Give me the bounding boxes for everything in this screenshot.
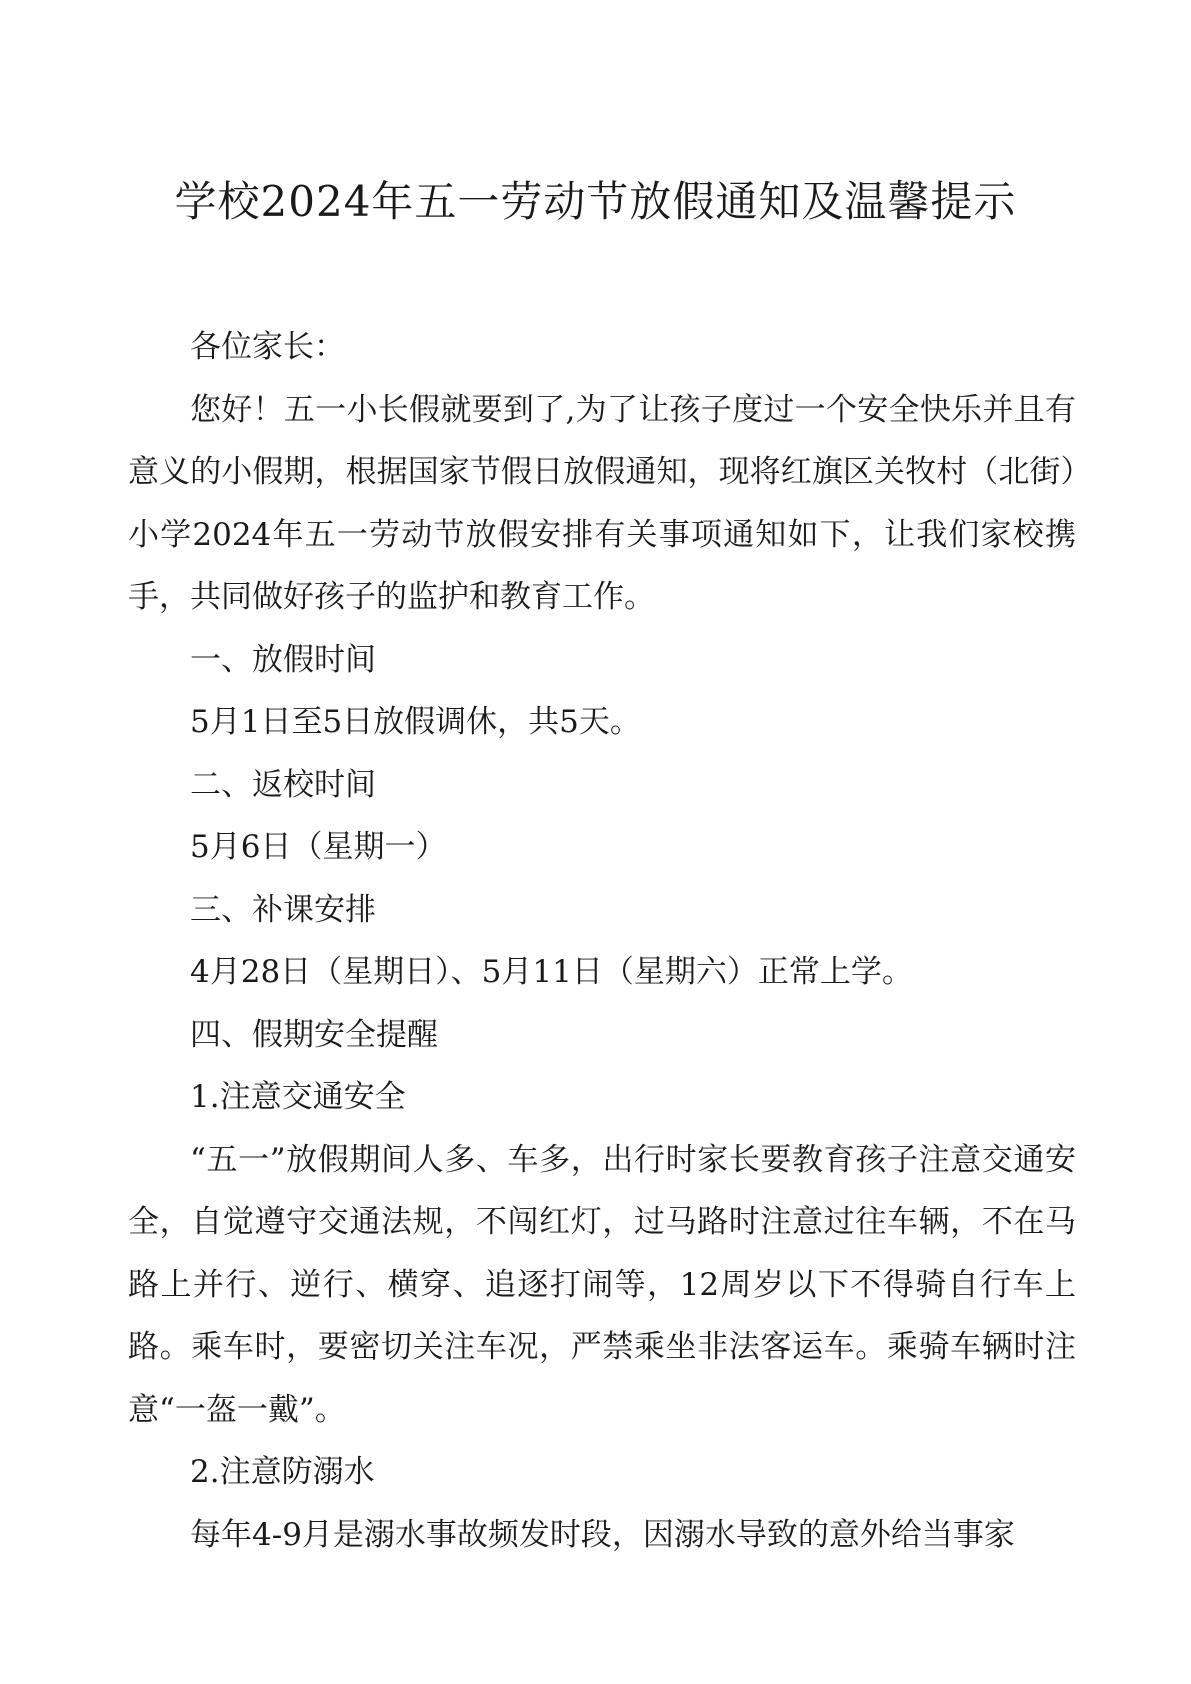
subheading-drowning-prevention: 2.注意防溺水 bbox=[190, 1454, 375, 1490]
subheading-traffic-safety: 1.注意交通安全 bbox=[190, 1079, 406, 1115]
heading-holiday-time: 一、放假时间 bbox=[190, 641, 376, 678]
paragraph-makeup-classes: 4月28日（星期日）、5月11日（星期六）正常上学。 bbox=[190, 954, 913, 990]
heading-makeup-classes: 三、补课安排 bbox=[190, 891, 376, 928]
salutation: 各位家长： bbox=[190, 329, 345, 365]
paragraph-return-time: 5月6日（星期一） bbox=[190, 829, 447, 865]
paragraph-drowning-prevention: 每年4-9月是溺水事故频发时段，因溺水导致的意外给当事家 bbox=[190, 1516, 1015, 1553]
heading-return-time: 二、返校时间 bbox=[190, 766, 376, 803]
document-body bbox=[128, 316, 1076, 1566]
paragraph-greeting: 您好！五一小长假就要到了,为了让孩子度过一个安全快乐并且有意义的小假期，根据国家节假日放假通知，现将红旗区关牧村（北街）小学2024年五一劳动节放假安排有关事项通知如下，让我们家校携手，共同做好孩子的监护和教育工作。 bbox=[128, 391, 1076, 615]
document-title: 学校2024年五一劳动节放假通知及温馨提示 bbox=[174, 177, 1017, 226]
heading-safety-reminders: 四、假期安全提醒 bbox=[190, 1016, 438, 1053]
paragraph-holiday-time: 5月1日至5日放假调休，共5天。 bbox=[190, 704, 641, 740]
paragraph-traffic-safety: “五一”放假期间人多、车多，出行时家长要教育孩子注意交通安全，自觉遵守交通法规，不闯红灯，过马路时注意过往车辆，不在马路上并行、逆行、横穿、追逐打闹等，12周岁以下不得骑自行车上路。乘车时，要密切关注车况，严禁乘坐非法客运车。乘骑车辆时注意“一盔一戴”。 bbox=[128, 1141, 1076, 1428]
